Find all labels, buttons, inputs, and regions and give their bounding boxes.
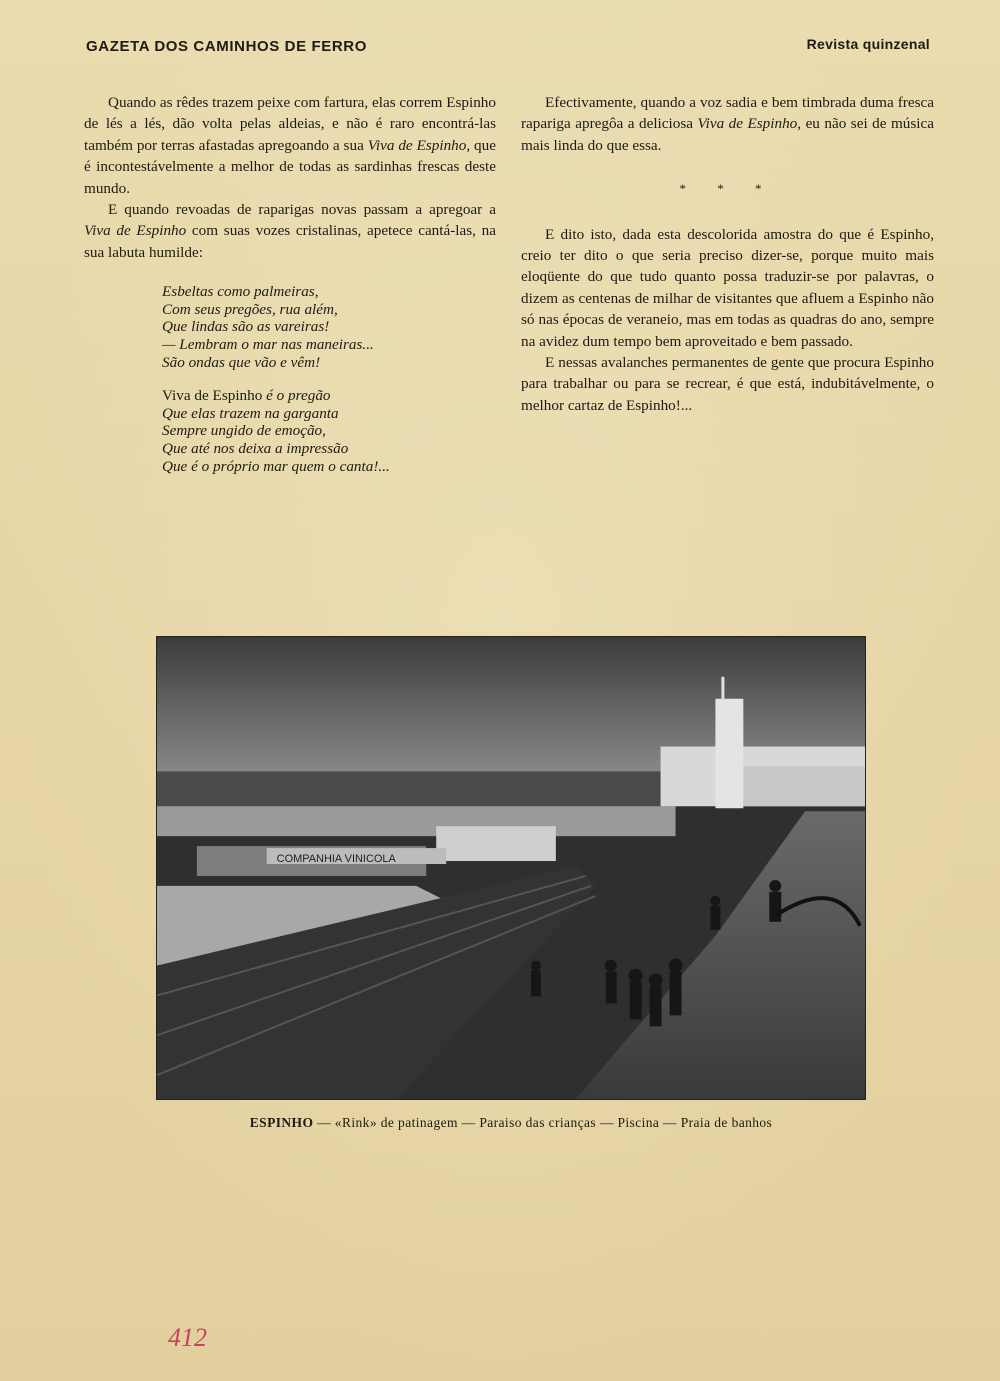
promenade-road [576, 811, 865, 1099]
poem-line: Que elas trazem na garganta [162, 404, 339, 422]
photo-caption [156, 1115, 866, 1131]
left-column [84, 92, 496, 491]
poem-line: — Lembram o mar nas maneiras... [162, 336, 374, 354]
caption-text: — «Rink» de patinagem — Paraiso das crianças — Piscina — Praia de banhos [313, 1115, 773, 1130]
running-head-title: GAZETA DOS CAMINHOS DE FERRO [86, 38, 367, 55]
paragraph: Quando as rêdes trazem peixe com fartura, elas correm Espinho de lés a lés, dão volta pelas aldeias, e não é raro encontrá-las também por terras afastadas apregoando a sua Viva de Espinho, que é incontestávelmente a melhor de todas as sardinhas frescas deste mundo. [84, 94, 496, 197]
poem-line: Que lindas são as vareiras! [162, 318, 330, 336]
sea [157, 771, 676, 811]
right-column [521, 92, 934, 416]
poem-line: São ondas que vão e vêm! [162, 353, 321, 371]
poem-line: Que é o próprio mar quem o canta!... [162, 457, 390, 475]
poem-stanza [162, 283, 496, 371]
poem-line: Que até nos deixa a impressão [162, 440, 349, 457]
photograph-espinho-promenade [156, 636, 866, 1100]
paragraph: E nessas avalanches permanentes de gente que procura Espinho para trabalhar ou para se recrear, é que está, indubitávelmente, o melhor cartaz de Espinho!... [521, 354, 934, 414]
paragraph: Efectivamente, quando a voz sadia e bem timbrada duma fresca rapariga apregôa a deliciosa Viva de Espinho, eu não sei de música mais linda do que essa. [521, 94, 934, 154]
beach [157, 806, 676, 836]
page-number: 412 [168, 1323, 207, 1352]
running-head-subtitle: Revista quinzenal [806, 36, 930, 52]
sign-text: COMPANHIA VINICOLA [276, 853, 396, 866]
caption-place: ESPINHO [249, 1115, 314, 1130]
paragraph: E dito isto, dada esta descolorida amostra do que é Espinho, creio ter dito o que seria preciso dizer-se, porque muito mais eloqüente do que tudo quanto possa traduzir-se por palavras, o dizem as centenas de milhar de visitantes que afluem a Espinho não só nas épocas de veraneio, mas em todas as quadras do ano, sempre na avidez dum tempo bem aproveitado e bem passado. [521, 225, 934, 350]
poem-line: Sempre ungido de emoção, [162, 422, 326, 440]
poem [162, 283, 496, 475]
poem-line: Esbeltas como palmeiras, [162, 283, 319, 301]
poem-line: Com seus pregões, rua além, [162, 300, 338, 318]
poem-line: Viva de Espinho é o pregão [162, 387, 331, 405]
poem-stanza [162, 387, 496, 475]
paragraph: E quando revoadas de raparigas novas passam a apregoar a Viva de Espinho com suas vozes cristalinas, apetece cantá-las, na sua labuta humilde: [84, 201, 496, 261]
section-separator: * * * [679, 181, 776, 197]
photo-illustration [157, 637, 865, 1099]
